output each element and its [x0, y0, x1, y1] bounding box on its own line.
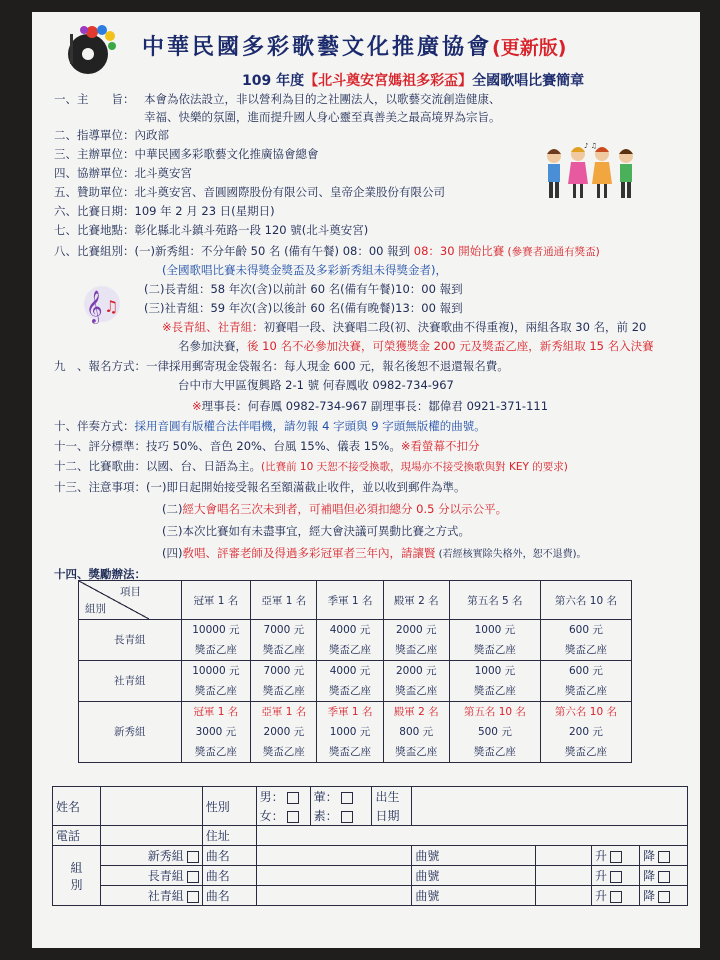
prize-header: 殿軍 2 名 [383, 581, 449, 620]
key-down-option[interactable]: 降 [639, 866, 687, 886]
prize-cell: 亞軍 1 名 2000 元 獎盃乙座 [251, 702, 317, 763]
advisor-row: 二、指導單位：內政部 [54, 128, 169, 142]
group-cell: 新秀組 [79, 702, 182, 763]
senior-checkbox[interactable] [187, 871, 199, 883]
registration-contacts: ※理事長：何春鳳 0982-734-967 副理事長：鄒偉君 0921-371-111 [192, 399, 549, 413]
key-up-checkbox[interactable] [610, 851, 622, 863]
prize-cell: 第六名 10 名 200 元 獎盃乙座 [540, 702, 631, 763]
youth-group-row: (三)社青組：59 年次(含)以後計 60 名(備有晚餐)13：00 報到 [144, 301, 463, 315]
registration-form [52, 786, 688, 906]
prize-corner-cell: 項目 組別 [79, 581, 182, 620]
song-name-field[interactable] [256, 846, 412, 866]
venue-row: 七、比賽地點：彰化縣北斗鎮斗苑路一段 120 號(北斗奠安宮) [54, 223, 369, 237]
song-name-field[interactable] [256, 886, 412, 906]
prize-cell: 1000 元 獎盃乙座 [449, 661, 540, 702]
competition-rule-line-1: ※長青組、社青組：初賽唱一段、決賽唱二段(初、決賽歌曲不得重複)，兩組各取 30 名，前 20 [162, 320, 647, 334]
purpose-label: 一、主 旨： [54, 92, 135, 106]
prize-header: 冠軍 1 名 [181, 581, 251, 620]
key-down-option[interactable]: 降 [639, 886, 687, 906]
prize-cell: 1000 元 獎盃乙座 [449, 620, 540, 661]
key-up-option[interactable]: 升 [592, 886, 640, 906]
svg-text:♪ ♫: ♪ ♫ [584, 142, 597, 150]
veg-option[interactable]: 素： [310, 806, 372, 826]
birth-label-2: 日期 [372, 806, 412, 826]
prize-cell: 600 元 獎盃乙座 [540, 620, 631, 661]
group-option-youth[interactable]: 社青組 [100, 886, 202, 906]
registration-sheet [32, 12, 700, 948]
children-singing-illustration [540, 142, 644, 204]
phone-field[interactable] [100, 826, 202, 846]
notice-row-3: (三)本次比賽如有未盡事宜，經大會決議可異動比賽之方式。 [162, 524, 470, 538]
newcomer-checkbox[interactable] [187, 851, 199, 863]
awards-label: 十四、獎勵辦法： [54, 567, 146, 581]
group-cell: 長青組 [79, 620, 182, 661]
meat-checkbox[interactable] [341, 792, 353, 804]
birth-label-1: 出生 [372, 787, 412, 807]
prize-header: 亞軍 1 名 [251, 581, 317, 620]
senior-group-row: (二)長青組：58 年次(含)以前計 60 名(備有午餐)10：00 報到 [144, 282, 463, 296]
prize-cell: 第五名 10 名 500 元 獎盃乙座 [449, 702, 540, 763]
association-logo [62, 20, 122, 80]
prize-header-row [79, 581, 632, 620]
event-title: 109 年度【北斗奠安宮媽祖多彩盃】全國歌唱比賽簡章 [242, 73, 585, 89]
key-up-option[interactable]: 升 [592, 866, 640, 886]
prize-cell: 10000 元 獎盃乙座 [181, 661, 251, 702]
key-down-checkbox[interactable] [658, 891, 670, 903]
address-label: 住址 [202, 826, 256, 846]
prize-header: 季軍 1 名 [317, 581, 383, 620]
song-name-label: 曲名 [202, 886, 256, 906]
svg-text:♫: ♫ [104, 297, 119, 316]
prize-cell: 殿軍 2 名 800 元 獎盃乙座 [383, 702, 449, 763]
male-checkbox[interactable] [287, 792, 299, 804]
meat-option[interactable]: 葷： [310, 787, 372, 807]
song-name-field[interactable] [256, 866, 412, 886]
song-no-field[interactable] [536, 866, 592, 886]
organizer-row: 三、主辦單位：中華民國多彩歌藝文化推廣協會總會 [54, 147, 319, 161]
updated-label: (更新版) [492, 37, 567, 59]
key-down-option[interactable]: 降 [639, 846, 687, 866]
prize-cell: 600 元 獎盃乙座 [540, 661, 631, 702]
prize-cell: 10000 元 獎盃乙座 [181, 620, 251, 661]
date-row: 六、比賽日期：109 年 2 月 23 日(星期日) [54, 204, 275, 218]
key-up-option[interactable]: 升 [592, 846, 640, 866]
song-name-label: 曲名 [202, 846, 256, 866]
gender-label: 性別 [202, 787, 256, 826]
newcomer-group-row: 八、比賽組別：(一)新秀組：不分年齡 50 名 (備有午餐) 08：00 報到 08：30 開始比賽 (參賽者通通有獎盃) [54, 244, 600, 258]
group-option-senior[interactable]: 長青組 [100, 866, 202, 886]
newcomer-eligibility-note: (全國歌唱比賽未得獎金獎盃及多彩新秀組未得獎金者)， [162, 263, 447, 277]
co-organizer-row: 四、協辦單位：北斗奠安宮 [54, 166, 192, 180]
svg-text:𝄞: 𝄞 [86, 290, 103, 323]
songs-row: 十二、比賽歌曲：以國、台、日語為主。(比賽前 10 天恕不接受換歌，現場亦不接受換歌與對 KEY 的要求) [54, 459, 568, 473]
prize-cell: 4000 元 獎盃乙座 [317, 661, 383, 702]
notice-row-2: (二)經大會唱名三次未到者，可補唱但必須扣總分 0.5 分以示公平。 [162, 502, 508, 516]
key-up-checkbox[interactable] [610, 871, 622, 883]
org-title: 中華民國多彩歌藝文化推廣協會(更新版) [142, 35, 567, 60]
birth-date-field[interactable] [412, 787, 688, 826]
prize-table [78, 580, 632, 763]
event-name: 【北斗奠安宮媽祖多彩盃】 [304, 73, 473, 89]
purpose-line-1: 本會為依法設立，非以營利為目的之社團法人，以歌藝交流創造健康、 [144, 92, 501, 106]
prize-row-youth [79, 661, 632, 702]
prize-cell: 冠軍 1 名 3000 元 獎盃乙座 [181, 702, 251, 763]
notice-row-4: (四)敎唱、評審老師及得過多彩冠軍者三年內，請讓賢 (若經核實除失格外，恕不退費)。 [162, 546, 587, 560]
scoring-row: 十一、評分標準：技巧 50%、音色 20%、台風 15%、儀表 15%。※看螢幕不扣分 [54, 439, 480, 453]
female-checkbox[interactable] [287, 811, 299, 823]
notice-row-1: 十三、注意事項：(一)即日起開始接受報名至額滿截止收件，並以收到郵件為準。 [54, 480, 466, 494]
prize-row-senior [79, 620, 632, 661]
music-notes-icon [82, 282, 122, 326]
accompaniment-row: 十、伴奏方式：採用音圓有版權合法伴唱機，請勿報 4 字頭與 9 字頭無版權的曲號。 [54, 419, 486, 433]
prize-cell: 4000 元 獎盃乙座 [317, 620, 383, 661]
veg-checkbox[interactable] [341, 811, 353, 823]
prize-cell: 季軍 1 名 1000 元 獎盃乙座 [317, 702, 383, 763]
youth-checkbox[interactable] [187, 891, 199, 903]
song-name-label: 曲名 [202, 866, 256, 886]
song-no-label: 曲號 [412, 886, 536, 906]
prize-cell: 2000 元 獎盃乙座 [383, 661, 449, 702]
address-field[interactable] [256, 826, 687, 846]
key-up-checkbox[interactable] [610, 891, 622, 903]
prize-header: 第五名 5 名 [449, 581, 540, 620]
competition-rule-line-2: 名參加決賽，後 10 名不必參加決賽，可榮獲獎金 200 元及獎盃乙座，新秀組取 15 名入決賽 [178, 339, 654, 353]
song-no-label: 曲號 [412, 866, 536, 886]
name-field[interactable] [100, 787, 202, 826]
female-option[interactable]: 女： [256, 806, 310, 826]
key-down-checkbox[interactable] [658, 851, 670, 863]
group-label: 組 別 [53, 846, 101, 906]
registration-row: 九 、報名方式：一律採用郵寄現金袋報名：每人現金 600 元，報名後恕不退還報名費。 [54, 359, 509, 373]
prize-header: 第六名 10 名 [540, 581, 631, 620]
name-label: 姓名 [53, 787, 101, 826]
group-option-newcomer[interactable]: 新秀組 [100, 846, 202, 866]
phone-label: 電話 [53, 826, 101, 846]
song-no-label: 曲號 [412, 846, 536, 866]
registration-address: 台中市大甲區復興路 2-1 號 何春鳳收 0982-734-967 [178, 378, 454, 392]
sponsor-row: 五、贊助單位：北斗奠安宮、音圓國際股份有限公司、皇帝企業股份有限公司 [54, 185, 445, 199]
song-no-field[interactable] [536, 886, 592, 906]
male-option[interactable]: 男： [256, 787, 310, 807]
key-down-checkbox[interactable] [658, 871, 670, 883]
prize-cell: 7000 元 獎盃乙座 [251, 620, 317, 661]
group-cell: 社青組 [79, 661, 182, 702]
prize-row-newcomer [79, 702, 632, 763]
prize-cell: 2000 元 獎盃乙座 [383, 620, 449, 661]
song-no-field[interactable] [536, 846, 592, 866]
prize-cell: 7000 元 獎盃乙座 [251, 661, 317, 702]
purpose-line-2: 幸福、快樂的氛圍，進而提升國人身心靈至真善美之最高境界為宗旨。 [144, 110, 501, 124]
